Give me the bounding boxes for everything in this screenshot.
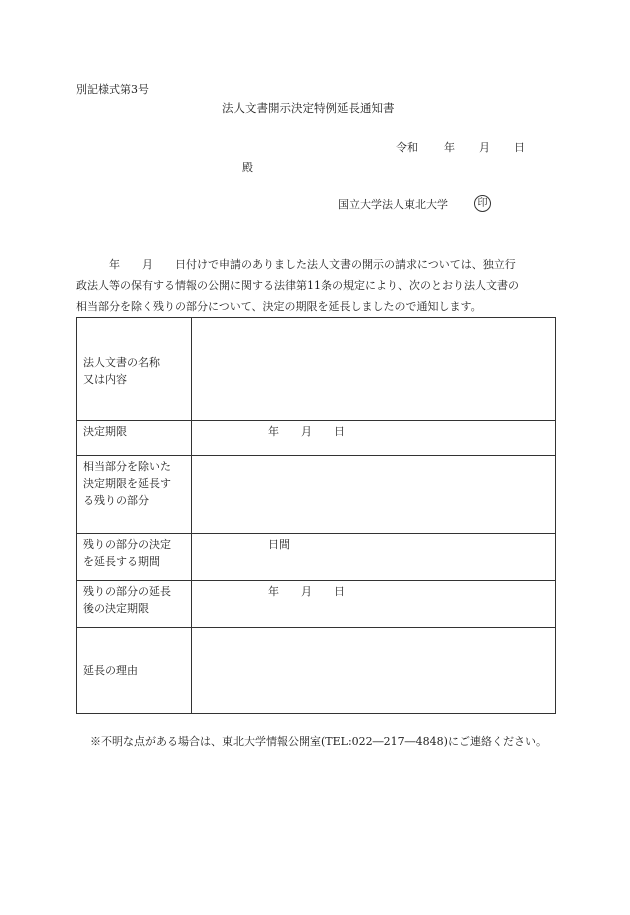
row-value-field[interactable]	[192, 421, 556, 456]
row-value-field[interactable]	[192, 628, 556, 714]
date-year-label: 年	[444, 141, 455, 154]
seal-mark: 印	[474, 195, 491, 212]
date-month-label: 月	[479, 141, 490, 154]
label-line: 法人文書の名称	[83, 356, 160, 369]
issuer-name: 国立大学法人東北大学	[338, 198, 448, 211]
row-label	[77, 534, 192, 581]
label-line: 相当部分を除いた	[83, 460, 171, 473]
row-label	[77, 456, 192, 534]
value-date: 年 月 日	[268, 585, 345, 598]
body-line: 政法人等の保有する情報の公開に関する法律第11条の規定により、次のとおり法人文書の	[76, 279, 519, 292]
value-date: 年 月 日	[268, 425, 345, 438]
table-row-extended-deadline	[77, 581, 556, 628]
table-row-decision-deadline	[77, 421, 556, 456]
document-title: 法人文書開示決定特例延長通知書	[222, 101, 395, 115]
footer-note: ※不明な点がある場合は、東北大学情報公開室(TEL:022―217―4848)にご連絡ください。	[90, 735, 547, 748]
label-line: 後の決定期限	[83, 602, 149, 615]
row-value-field[interactable]	[192, 318, 556, 421]
table-row-extension-period	[77, 534, 556, 581]
row-label	[77, 318, 192, 421]
label-line: 残りの部分の決定	[83, 538, 171, 551]
label-line: 決定期限を延長す	[83, 477, 171, 490]
notice-body	[76, 254, 562, 317]
addressee-honorific: 殿	[242, 161, 253, 174]
table-row-remaining-part	[77, 456, 556, 534]
row-label	[77, 628, 192, 714]
row-label	[77, 421, 192, 456]
label-line: 延長の理由	[83, 664, 138, 677]
date-line	[396, 142, 525, 153]
row-value-field[interactable]	[192, 581, 556, 628]
table-row-document-name	[77, 318, 556, 421]
row-value-field[interactable]	[192, 534, 556, 581]
row-label	[77, 581, 192, 628]
value-days: 日間	[268, 538, 290, 551]
date-day-label: 日	[514, 141, 525, 154]
form-number: 別記様式第3号	[76, 83, 149, 96]
body-line: 相当部分を除く残りの部分について、決定の期限を延長しましたので通知します。	[76, 300, 482, 313]
label-line: る残りの部分	[83, 494, 149, 507]
label-line: 又は内容	[83, 373, 127, 386]
label-line: 決定期限	[83, 425, 127, 438]
notice-table	[76, 317, 556, 714]
body-line: 年 月 日付けで申請のありました法人文書の開示の請求については、独立行	[76, 258, 516, 271]
row-value-field[interactable]	[192, 456, 556, 534]
table-row-extension-reason	[77, 628, 556, 714]
date-era: 令和	[396, 141, 418, 154]
label-line: を延長する期間	[83, 555, 160, 568]
label-line: 残りの部分の延長	[83, 585, 171, 598]
